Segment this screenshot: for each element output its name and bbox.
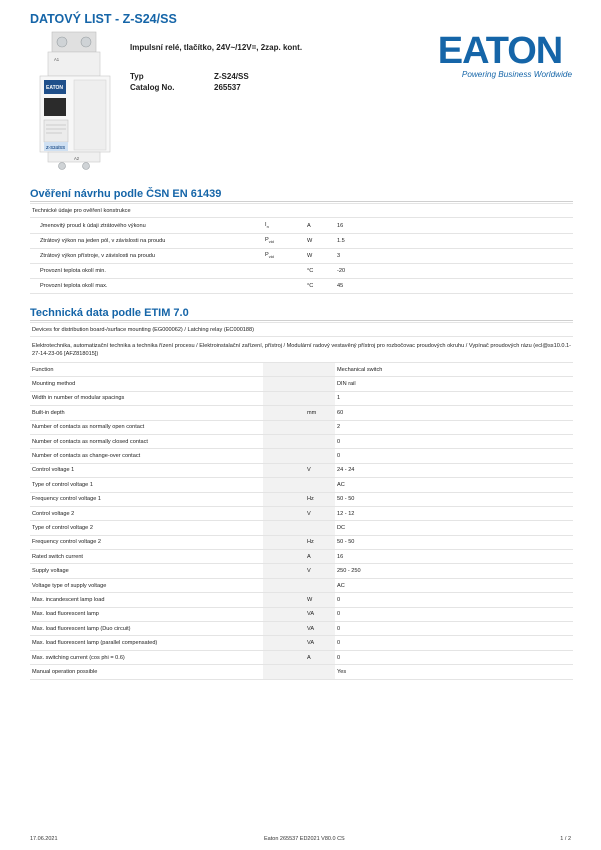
product-name: Impulsní relé, tlačítko, 24V~/12V=, 2zap. kont. [130, 43, 303, 52]
logo-wordmark [428, 30, 572, 68]
row-unit: °C [305, 279, 335, 294]
row-symbol [263, 521, 305, 535]
table-row [30, 478, 573, 492]
row-name: Width in number of modular spacings [30, 391, 263, 405]
row-value: 0 [335, 650, 573, 664]
row-unit [305, 391, 335, 405]
meta-label: Typ [130, 72, 144, 81]
table-row [30, 622, 573, 636]
device-label: Z-S24/SS [46, 145, 66, 150]
table-row [30, 650, 573, 664]
row-name: Control voltage 2 [30, 506, 263, 520]
section-divider [30, 201, 573, 202]
row-unit: VA [305, 622, 335, 636]
row-unit: A [305, 550, 335, 564]
row-name: Max. switching current (cos phi = 0.6) [30, 650, 263, 664]
row-unit [305, 420, 335, 434]
row-symbol [263, 363, 305, 377]
design-verification-table [30, 203, 573, 294]
row-symbol [263, 463, 305, 477]
table-row [30, 234, 573, 249]
row-unit [305, 434, 335, 448]
row-value: DC [335, 521, 573, 535]
row-value: 0 [335, 607, 573, 621]
row-symbol [263, 279, 305, 294]
row-name: Frequency control voltage 1 [30, 492, 263, 506]
meta-row-catalog [130, 83, 249, 94]
table-row [30, 363, 573, 377]
row-symbol [263, 578, 305, 592]
table-row [30, 391, 573, 405]
row-unit [305, 578, 335, 592]
row-name: Frequency control voltage 2 [30, 535, 263, 549]
logo-word: EATON [437, 30, 563, 68]
row-symbol [263, 377, 305, 391]
row-value: Yes [335, 665, 573, 679]
row-symbol [263, 550, 305, 564]
row-symbol [263, 449, 305, 463]
row-name: Max. load fluorescent lamp (Duo circuit) [30, 622, 263, 636]
row-value: 0 [335, 622, 573, 636]
row-unit [305, 521, 335, 535]
row-value: 60 [335, 406, 573, 420]
row-symbol [263, 434, 305, 448]
terminal-bottom-label: A2 [74, 156, 80, 161]
table-row [30, 279, 573, 294]
table-row [30, 506, 573, 520]
row-value: 0 [335, 434, 573, 448]
table-row [30, 665, 573, 679]
row-value: 2 [335, 420, 573, 434]
product-image [34, 30, 116, 170]
row-unit: W [305, 234, 335, 249]
row-value: AC [335, 478, 573, 492]
row-unit: A [305, 218, 335, 234]
row-name: Max. load fluorescent lamp [30, 607, 263, 621]
row-name: Mounting method [30, 377, 263, 391]
row-symbol [263, 420, 305, 434]
row-name: Number of contacts as normally open contact [30, 420, 263, 434]
row-unit: V [305, 463, 335, 477]
row-name: Jmenovitý proud k údaji ztrátového výkonu [30, 218, 263, 234]
meta-value: 265537 [214, 83, 241, 92]
row-unit: Hz [305, 492, 335, 506]
row-symbol: $I_n$ [263, 218, 305, 234]
eaton-logo [428, 30, 572, 79]
table-row [30, 420, 573, 434]
row-unit: V [305, 564, 335, 578]
row-symbol [263, 492, 305, 506]
table-row [30, 434, 573, 448]
row-value: -20 [335, 264, 573, 279]
table-row [30, 377, 573, 391]
table-row [30, 636, 573, 650]
terminal-top-label: A1 [54, 57, 60, 62]
row-value: 50 - 50 [335, 492, 573, 506]
row-value: 24 - 24 [335, 463, 573, 477]
row-unit: W [305, 249, 335, 264]
table-row [30, 521, 573, 535]
row-name: Rated switch current [30, 550, 263, 564]
row-symbol: $P_{vid}$ [263, 249, 305, 264]
row-symbol [263, 636, 305, 650]
etim-intro-class: Devices for distribution board-/surface mounting (EG000062) / Latching relay (EC000188) [30, 323, 573, 337]
row-value: 45 [335, 279, 573, 294]
row-name: Type of control voltage 2 [30, 521, 263, 535]
row-name: Voltage type of supply voltage [30, 578, 263, 592]
row-value: 12 - 12 [335, 506, 573, 520]
row-value: 0 [335, 593, 573, 607]
device-brand: EATON [46, 85, 64, 91]
row-symbol [263, 406, 305, 420]
table-row [30, 406, 573, 420]
row-unit: V [305, 506, 335, 520]
table-row [30, 449, 573, 463]
etim-intro-row [30, 323, 573, 337]
row-unit [305, 665, 335, 679]
row-value: AC [335, 578, 573, 592]
etim-table [30, 322, 573, 680]
row-value: 16 [335, 218, 573, 234]
table-row [30, 535, 573, 549]
row-name: Number of contacts as normally closed contact [30, 434, 263, 448]
row-unit: Hz [305, 535, 335, 549]
section-title-etim: Technická data podle ETIM 7.0 [30, 307, 189, 319]
row-name: Max. load fluorescent lamp (parallel compensated) [30, 636, 263, 650]
table-row [30, 593, 573, 607]
row-unit [305, 478, 335, 492]
row-symbol [263, 650, 305, 664]
row-value: 16 [335, 550, 573, 564]
row-value: Mechanical switch [335, 363, 573, 377]
footer-date: 17.06.2021 [30, 836, 58, 842]
table-row [30, 249, 573, 264]
row-name: Type of control voltage 1 [30, 478, 263, 492]
etim-intro-row [30, 337, 573, 363]
table-row [30, 550, 573, 564]
row-symbol: $P_{vid}$ [263, 234, 305, 249]
table-header-row [30, 204, 573, 218]
row-symbol [263, 665, 305, 679]
row-unit: A [305, 650, 335, 664]
row-value: 0 [335, 636, 573, 650]
row-unit: °C [305, 264, 335, 279]
row-symbol [263, 506, 305, 520]
page-title: DATOVÝ LIST - Z-S24/SS [30, 12, 177, 26]
row-value: 1.5 [335, 234, 573, 249]
footer-doc: Eaton 265537 ED2021 V80.0 CS [264, 836, 345, 842]
row-value: DIN rail [335, 377, 573, 391]
row-value: 0 [335, 449, 573, 463]
table-row [30, 607, 573, 621]
table-row [30, 463, 573, 477]
row-name: Ztrátový výkon na jeden pól, v závislosti na proudu [30, 234, 263, 249]
table-row [30, 564, 573, 578]
row-name: Provozní teplota okolí max. [30, 279, 263, 294]
row-name: Built-in depth [30, 406, 263, 420]
row-unit [305, 363, 335, 377]
row-name: Provozní teplota okolí min. [30, 264, 263, 279]
row-name: Control voltage 1 [30, 463, 263, 477]
row-symbol [263, 391, 305, 405]
row-unit: VA [305, 607, 335, 621]
row-symbol [263, 535, 305, 549]
row-value: 50 - 50 [335, 535, 573, 549]
row-name: Ztrátový výkon přístroje, v závislosti na proudu [30, 249, 263, 264]
meta-value: Z-S24/SS [214, 72, 249, 81]
row-name: Max. incandescent lamp load [30, 593, 263, 607]
row-symbol [263, 478, 305, 492]
logo-tagline: Powering Business Worldwide [461, 70, 572, 79]
section-divider [30, 320, 573, 321]
table-row [30, 578, 573, 592]
section-title-design-verification: Ověření návrhu podle ČSN EN 61439 [30, 188, 222, 200]
row-name: Manual operation possible [30, 665, 263, 679]
meta-label: Catalog No. [130, 83, 175, 92]
table-row [30, 264, 573, 279]
footer-page: 1 / 2 [560, 836, 571, 842]
row-unit: mm [305, 406, 335, 420]
row-symbol [263, 564, 305, 578]
row-unit: W [305, 593, 335, 607]
table-row [30, 218, 573, 234]
row-symbol [263, 264, 305, 279]
row-unit [305, 449, 335, 463]
product-meta [130, 72, 249, 94]
meta-row-type [130, 72, 249, 83]
row-unit: VA [305, 636, 335, 650]
etim-intro-eclass: Elektrotechnika, automatizační technika a technika řízení procesu / Elektroinstalační zařízení, přístroj / Modulární radový vestavěný přístroj pro rozbočovac proudových okruhu / Vypínač proudových rázu (ecl@ss10.0.1-27-14-23-06 [AFZ818015]) [30, 337, 573, 363]
row-symbol [263, 607, 305, 621]
row-value: 3 [335, 249, 573, 264]
row-value: 250 - 250 [335, 564, 573, 578]
table-row [30, 492, 573, 506]
row-value: 1 [335, 391, 573, 405]
row-unit [305, 377, 335, 391]
row-symbol [263, 593, 305, 607]
table-header: Technické údaje pro ověření konstrukce [30, 204, 573, 218]
row-name: Number of contacts as change-over contact [30, 449, 263, 463]
row-name: Supply voltage [30, 564, 263, 578]
row-name: Function [30, 363, 263, 377]
row-symbol [263, 622, 305, 636]
